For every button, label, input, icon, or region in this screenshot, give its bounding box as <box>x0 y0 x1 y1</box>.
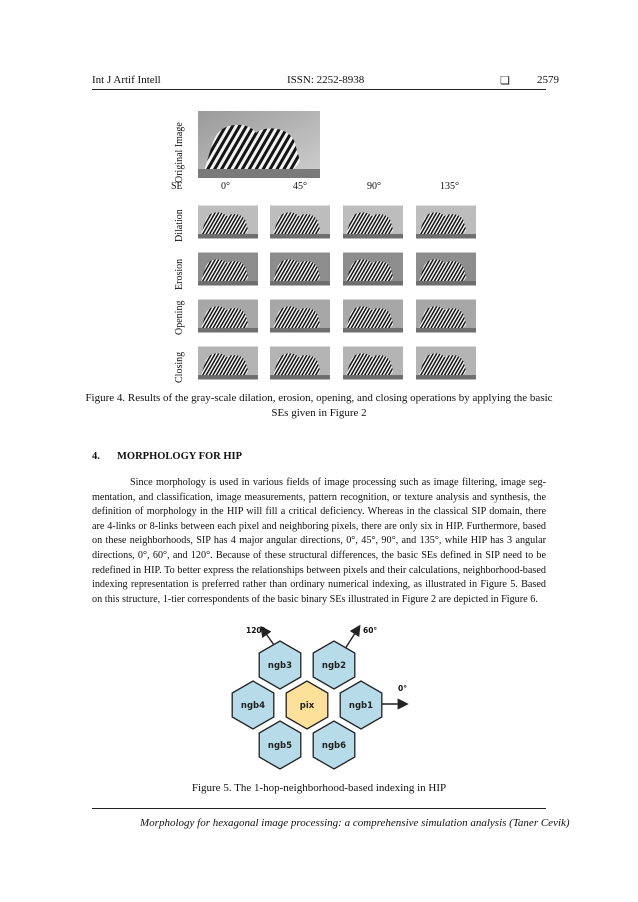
erosion-result-45 <box>270 252 330 286</box>
hex-label-ngb1: ngb1 <box>348 701 374 711</box>
body-line: mentation, and classification, image measurements, pattern recognition, or texture analysis and synthesis, the <box>92 491 546 503</box>
opening-result-45 <box>270 299 330 333</box>
journal-name: Int J Artif Intell <box>92 74 161 86</box>
figure4-caption-line2: SEs given in Figure 2 <box>271 407 367 419</box>
section-number: 4. <box>92 451 100 462</box>
closing-result-45 <box>270 346 330 380</box>
angle-label-0: 0° <box>398 684 407 693</box>
section-title: MORPHOLOGY FOR HIP <box>117 451 243 462</box>
figure4-caption <box>60 391 578 421</box>
dilation-result-0 <box>198 205 258 239</box>
box-icon: ❏ <box>500 75 510 87</box>
angle-90: 90° <box>367 181 381 192</box>
footer-text: Morphology for hexagonal image processing: a comprehensive simulation analysis (Taner Cevik) <box>140 817 570 829</box>
body-line: on this structure, 1-tier correspondents of the basic binary SEs illustrated in Figure 2 are depicted in Figure 6. <box>92 593 538 605</box>
angle-0: 0° <box>221 181 230 192</box>
issn: ISSN: 2252-8938 <box>287 74 365 86</box>
closing-result-90 <box>343 346 403 380</box>
closing-result-135 <box>416 346 476 380</box>
row-label-opening: Opening <box>174 300 185 335</box>
body-line: are 4-links or 8-links between each pixel and neighboring pixels, there are only six in HIP. Furthermore, based <box>92 520 546 532</box>
dilation-result-90 <box>343 205 403 239</box>
hex-label-ngb4: ngb4 <box>240 701 266 711</box>
dilation-result-45 <box>270 205 330 239</box>
angle-135: 135° <box>440 181 459 192</box>
hex-label-pix: pix <box>299 701 315 711</box>
footer-rule <box>92 808 546 809</box>
row-label-erosion: Erosion <box>174 258 185 290</box>
body-line: definition of morphology in the HIP will fill a critical deficiency. Whereas in the classical SIP domain, there <box>92 506 546 518</box>
se-label: SE <box>171 181 183 192</box>
dilation-result-135 <box>416 205 476 239</box>
erosion-result-0 <box>198 252 258 286</box>
section-body <box>92 476 546 607</box>
row-label-dilation: Dilation <box>174 209 185 242</box>
body-line: indexing representation is preferred rather than ordinary numerical indexing, as illustrated in Figure 5. Based <box>92 579 546 591</box>
angle-45: 45° <box>293 181 307 192</box>
opening-result-0 <box>198 299 258 333</box>
erosion-result-135 <box>416 252 476 286</box>
body-line: on these neighborhoods, SIP has 4 major angular directions, 0°, 45°, 90°, and 135°, while HIP has 3 angular <box>92 535 546 547</box>
figure5-caption: Figure 5. The 1-hop-neighborhood-based indexing in HIP <box>191 782 447 794</box>
opening-result-90 <box>343 299 403 333</box>
body-line: redefined in HIP. To better express the relationships between pixels and their calculations, neighborhood-based <box>92 564 546 576</box>
row-label-closing: Closing <box>174 351 185 383</box>
body-line: Since morphology is used in various fields of image processing such as image filtering, image seg- <box>130 477 546 488</box>
hex-label-ngb3: ngb3 <box>267 661 293 671</box>
original-zebra-image <box>198 111 320 178</box>
angle-label-120: 120° <box>246 626 266 635</box>
hex-label-ngb2: ngb2 <box>321 661 347 671</box>
erosion-result-90 <box>343 252 403 286</box>
opening-result-135 <box>416 299 476 333</box>
hexagon-neighborhood-diagram <box>230 615 420 773</box>
closing-result-0 <box>198 346 258 380</box>
row-label-original: Original Image <box>174 122 185 183</box>
header-rule <box>92 89 546 90</box>
hex-label-ngb5: ngb5 <box>267 741 293 751</box>
body-line: directions, 0°, 60°, and 120°. Because of these structural differences, the basic SEs defined in SIP need to be <box>92 549 546 561</box>
figure4-caption-line1: Figure 4. Results of the gray-scale dilation, erosion, opening, and closing operations by applying the basic <box>85 392 553 404</box>
hex-label-ngb6: ngb6 <box>321 741 347 751</box>
page-number: 2579 <box>537 74 559 86</box>
angle-label-60: 60° <box>363 626 378 635</box>
